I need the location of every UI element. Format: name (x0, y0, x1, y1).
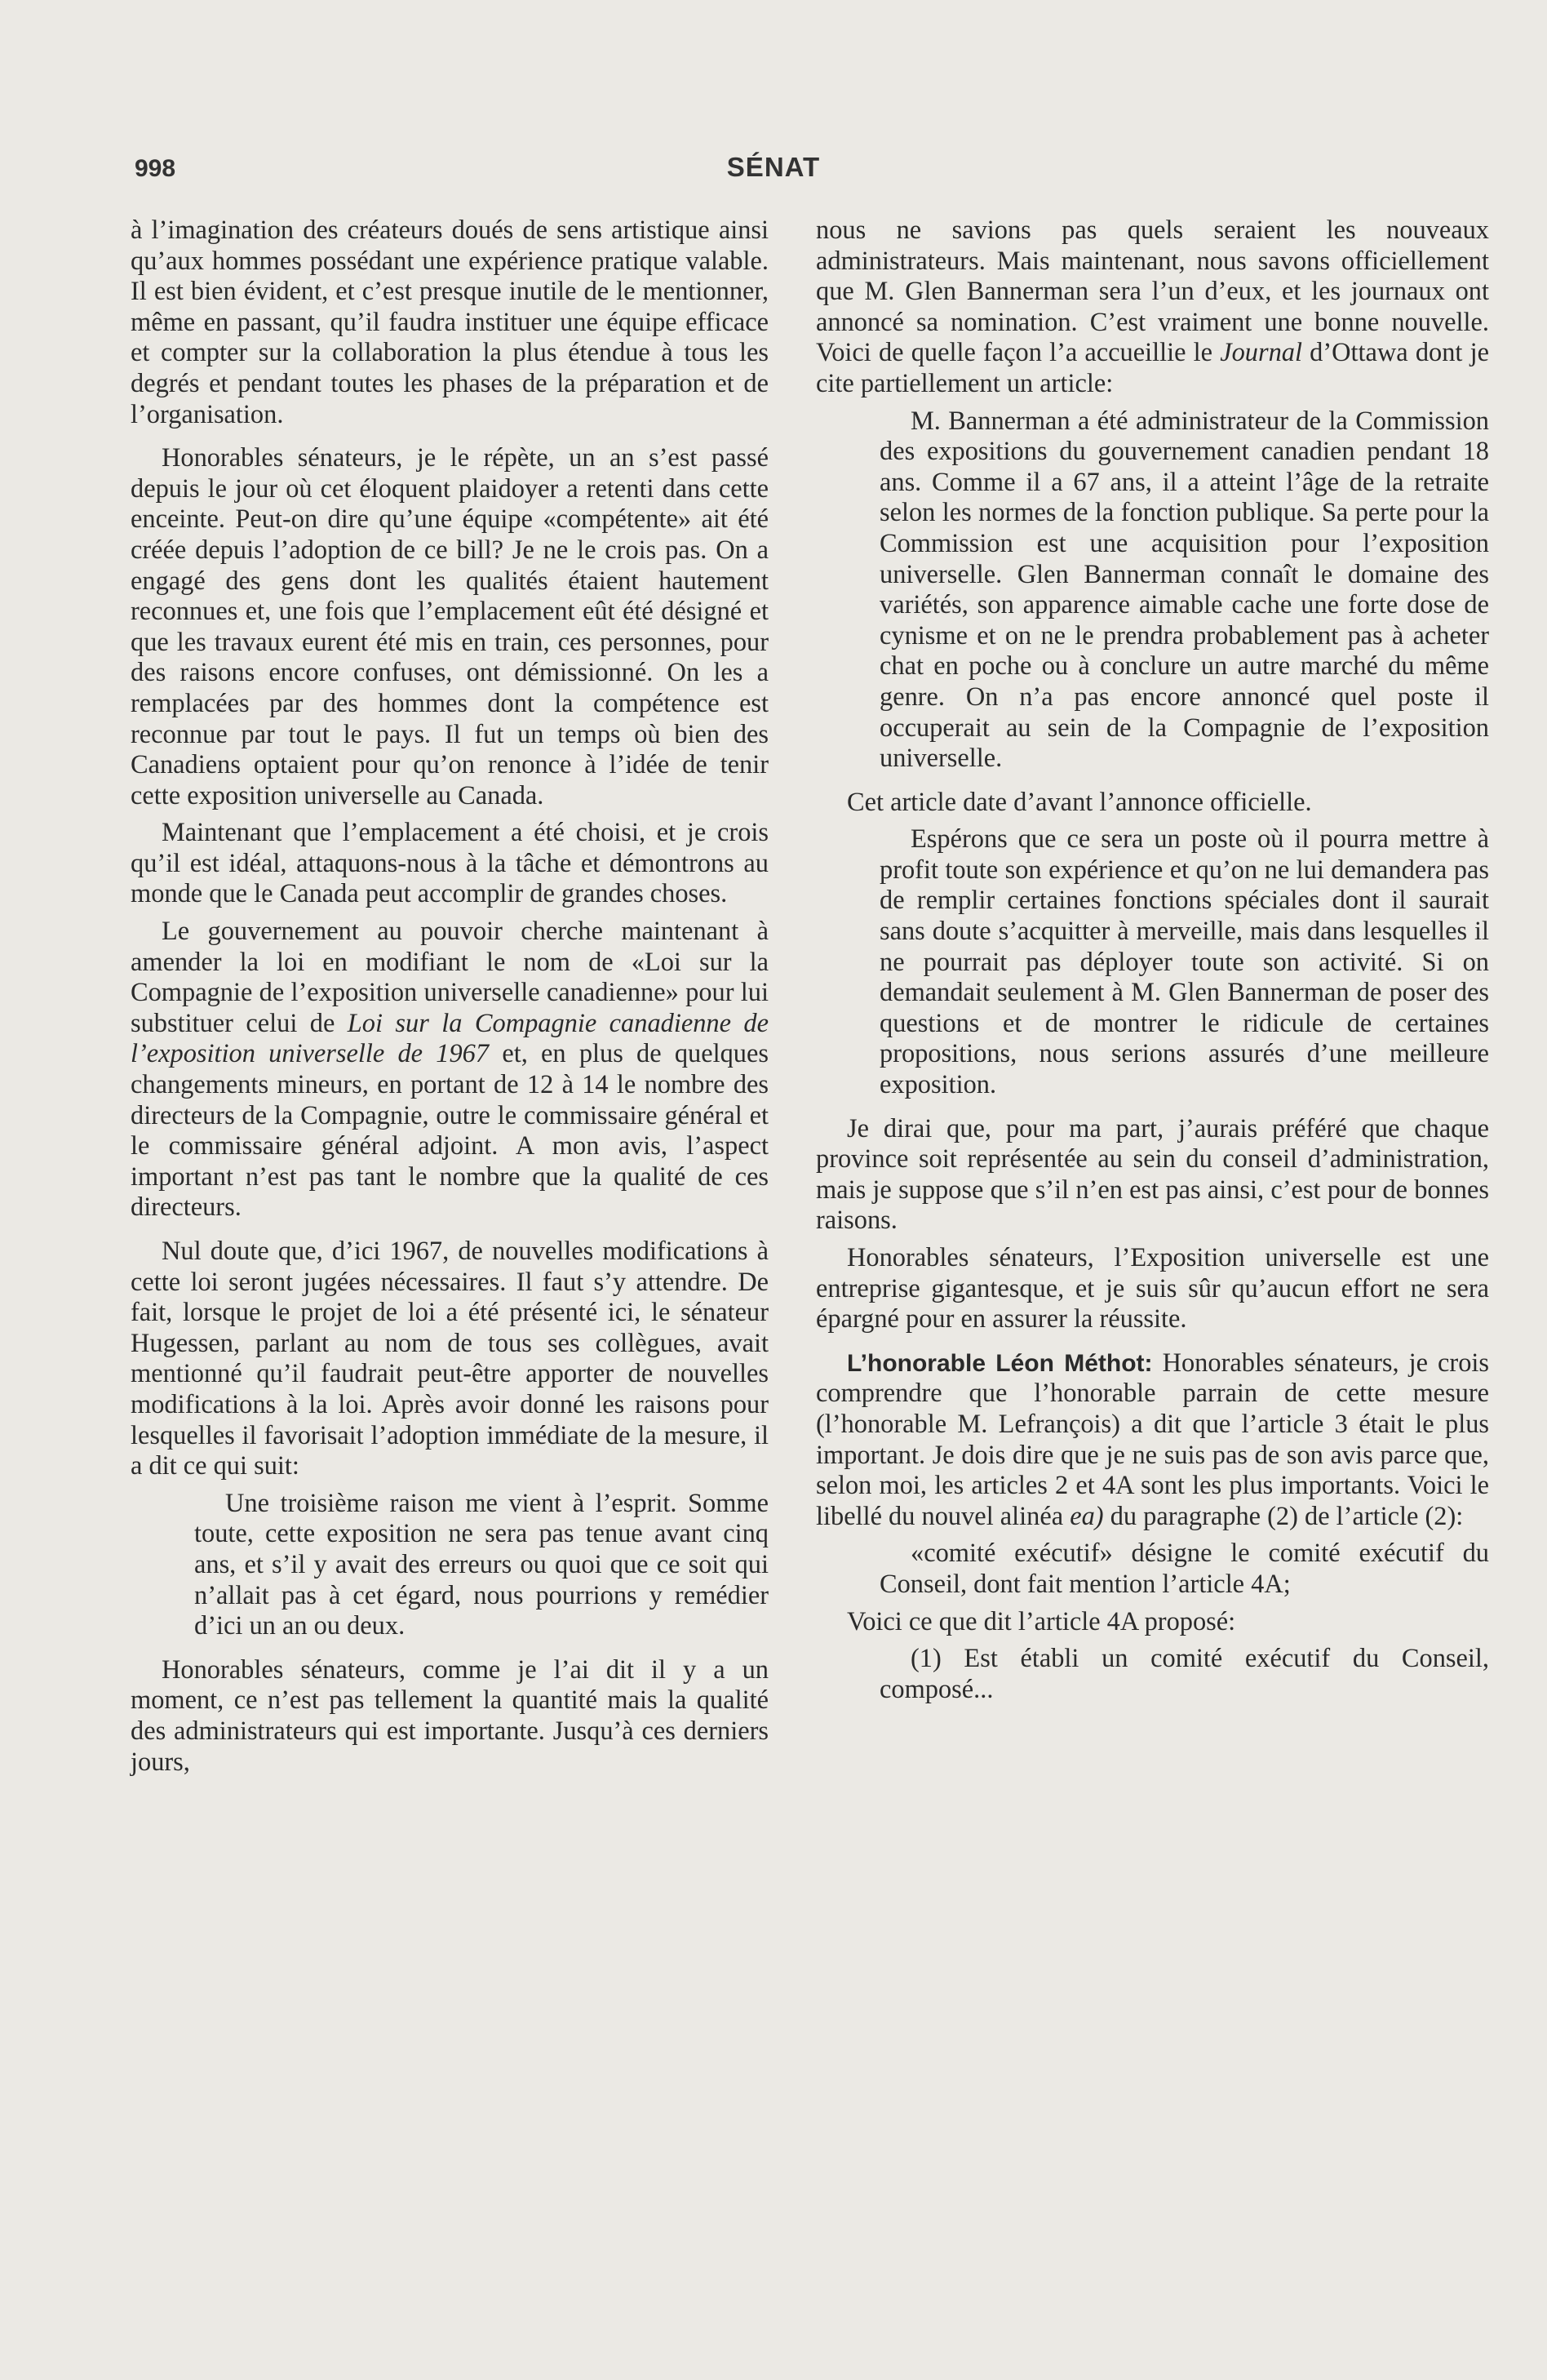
italic-clause: ea) (1070, 1501, 1104, 1531)
right-column (816, 215, 1489, 1705)
text-run: d’Ottawa dont je cite partiellement un article: (816, 338, 1489, 398)
text-run: nous ne savions pas quels seraient les nouveaux administrateurs. Mais maintenant, nous savons officiellement que M. Glen Bannerman sera l’un d’eux, et les journaux ont annoncé sa nomination. C’est vraiment une bonne nouvelle. Voici de quelle façon l’a accueillie le (816, 215, 1489, 368)
paragraph: Honorables sénateurs, l’Exposition universelle est une entreprise gigantesque, et je suis sûr qu’aucun effort ne sera épargné pour en assurer la réussite. (816, 1243, 1489, 1334)
block-quote: Une troisième raison me vient à l’esprit. Somme toute, cette exposition ne sera pas tenue avant cinq ans, et s’il y avait des erreurs ou quoi que ce soit qui n’allait pas à cet égard, nous pourrions y remédier d’ici un an ou deux. (194, 1488, 769, 1641)
block-quote: (1) Est établi un comité exécutif du Conseil, composé... (880, 1644, 1489, 1704)
block-quote: M. Bannerman a été administrateur de la Commission des expositions du gouvernement canadien pendant 18 ans. Comme il a 67 ans, il a atteint l’âge de la retraite selon les normes de la fonction publique. Sa perte pour la Commission est une acquisition pour l’exposition universelle. Glen Bannerman connaît le domaine des variétés, son apparence aimable cache une forte dose de cynisme et on ne le prendra probablement pas à acheter chat en poche ou à conclure un autre marché du même genre. On n’a pas encore annoncé quel poste il occuperait au sein de la Compagnie de l’exposition universelle. (880, 406, 1489, 774)
paragraph: Honorables sénateurs, je le répète, un an s’est passé depuis le jour où cet éloquent plaidoyer a retenti dans cette enceinte. Peut-on dire qu’une équipe «compétente» ait été créée depuis l’adoption de ce bill? Je ne le crois pas. On a engagé des gens dont les qualités étaient hautement reconnues et, une fois que l’emplacement eût été désigné et que les travaux eurent été mis en train, ces personnes, pour des raisons encore confuses, ont démissionné. On les a remplacées par des hommes dont la compétence est reconnue par tout le pays. Il fut un temps où bien des Canadiens optaient pour qu’on renonce à l’idée de tenir cette exposition universelle au Canada. (131, 443, 769, 810)
running-head-title: SÉNAT (726, 152, 821, 182)
paragraph: à l’imagination des créateurs doués de sens artistique ainsi qu’aux hommes possédant une expérience pratique valable. Il est bien évident, et c’est presque inutile de le mentionner, même en passant, qu’il faudra instituer une équipe efficace et compter sur la collaboration la plus étendue à tous les degrés et pendant toutes les phases de la préparation et de l’organisation. (131, 215, 769, 429)
block-quote: «comité exécutif» désigne le comité exécutif du Conseil, dont fait mention l’article 4A; (880, 1539, 1489, 1599)
paragraph: Cet article date d’avant l’annonce officielle. (847, 787, 1312, 817)
italic-newspaper-name: Journal (1220, 338, 1302, 368)
text-run: Honorables sénateurs, je crois comprendre que l’honorable parrain de cette mesure (l’honorable M. Lefrançois) a dit que l’article 3 était le plus important. Je dois dire que je ne suis pas de son avis parce que, selon moi, les articles 2 et 4A sont les plus importants. Voici le libellé du nouvel alinéa (816, 1348, 1489, 1531)
paragraph (131, 917, 769, 1223)
paragraph: Nul doute que, d’ici 1967, de nouvelles modifications à cette loi seront jugées nécessaires. Il faut s’y attendre. De fait, lorsque le projet de loi a été présenté ici, le sénateur Hugessen, parlant au nom de tous ses collègues, avait mentionné qu’il faudrait peut-être apporter de nouvelles modifications à la loi. Après avoir donné les raisons pour lesquelles il favorisait l’adoption immédiate de la mesure, il a dit ce qui suit: (131, 1237, 769, 1481)
paragraph (816, 215, 1489, 400)
paragraph: Honorables sénateurs, comme je l’ai dit il y a un moment, ce n’est pas tellement la quantité mais la qualité des administrateurs qui est importante. Jusqu’à ces derniers jours, (131, 1654, 769, 1777)
italic-law-title: Loi sur la Compagnie canadienne de l’exposition universelle de 1967 (131, 1008, 769, 1069)
text-run: et, en plus de quelques changements mineurs, en portant de 12 à 14 le nombre des directeurs de la Compagnie, outre le commissaire général et le commissaire général adjoint. A mon avis, l’aspect important n’est pas tant le nombre que la qualité de ces directeurs. (131, 1039, 769, 1223)
text-run: Le gouvernement au pouvoir cherche maintenant à amender la loi en modifiant le nom de «Loi sur la Compagnie de l’exposition universelle canadienne» pour lui substituer celui de (131, 917, 769, 1038)
text-run: du paragraphe (2) de l’article (2): (1110, 1501, 1464, 1531)
speaker-name: L’honorable Léon Méthot: (847, 1349, 1153, 1377)
paragraph (816, 1348, 1489, 1533)
paragraph: Maintenant que l’emplacement a été choisi, et je crois qu’il est idéal, attaquons-nous à la tâche et démontrons au monde que le Canada peut accomplir de grandes choses. (131, 818, 769, 909)
paragraph: Je dirai que, pour ma part, j’aurais préféré que chaque province soit représentée au sein du conseil d’administration, mais je suppose que s’il n’en est pas ainsi, c’est pour de bonnes raisons. (816, 1113, 1489, 1236)
page-number: 998 (135, 155, 176, 182)
left-column (131, 215, 769, 1778)
paragraph: Voici ce que dit l’article 4A proposé: (847, 1606, 1236, 1636)
block-quote: Espérons que ce sera un poste où il pourra mettre à profit toute son expérience et qu’on ne lui demandera pas de remplir certaines fonctions spéciales dont il saurait sans doute s’acquitter à merveille, mais dans lesquelles il ne pourrait pas déployer toute son activité. Si on demandait seulement à M. Glen Bannerman de poser des questions et de montrer le ridicule de certaines propositions, nous serions assurés d’une meilleure exposition. (880, 824, 1489, 1100)
